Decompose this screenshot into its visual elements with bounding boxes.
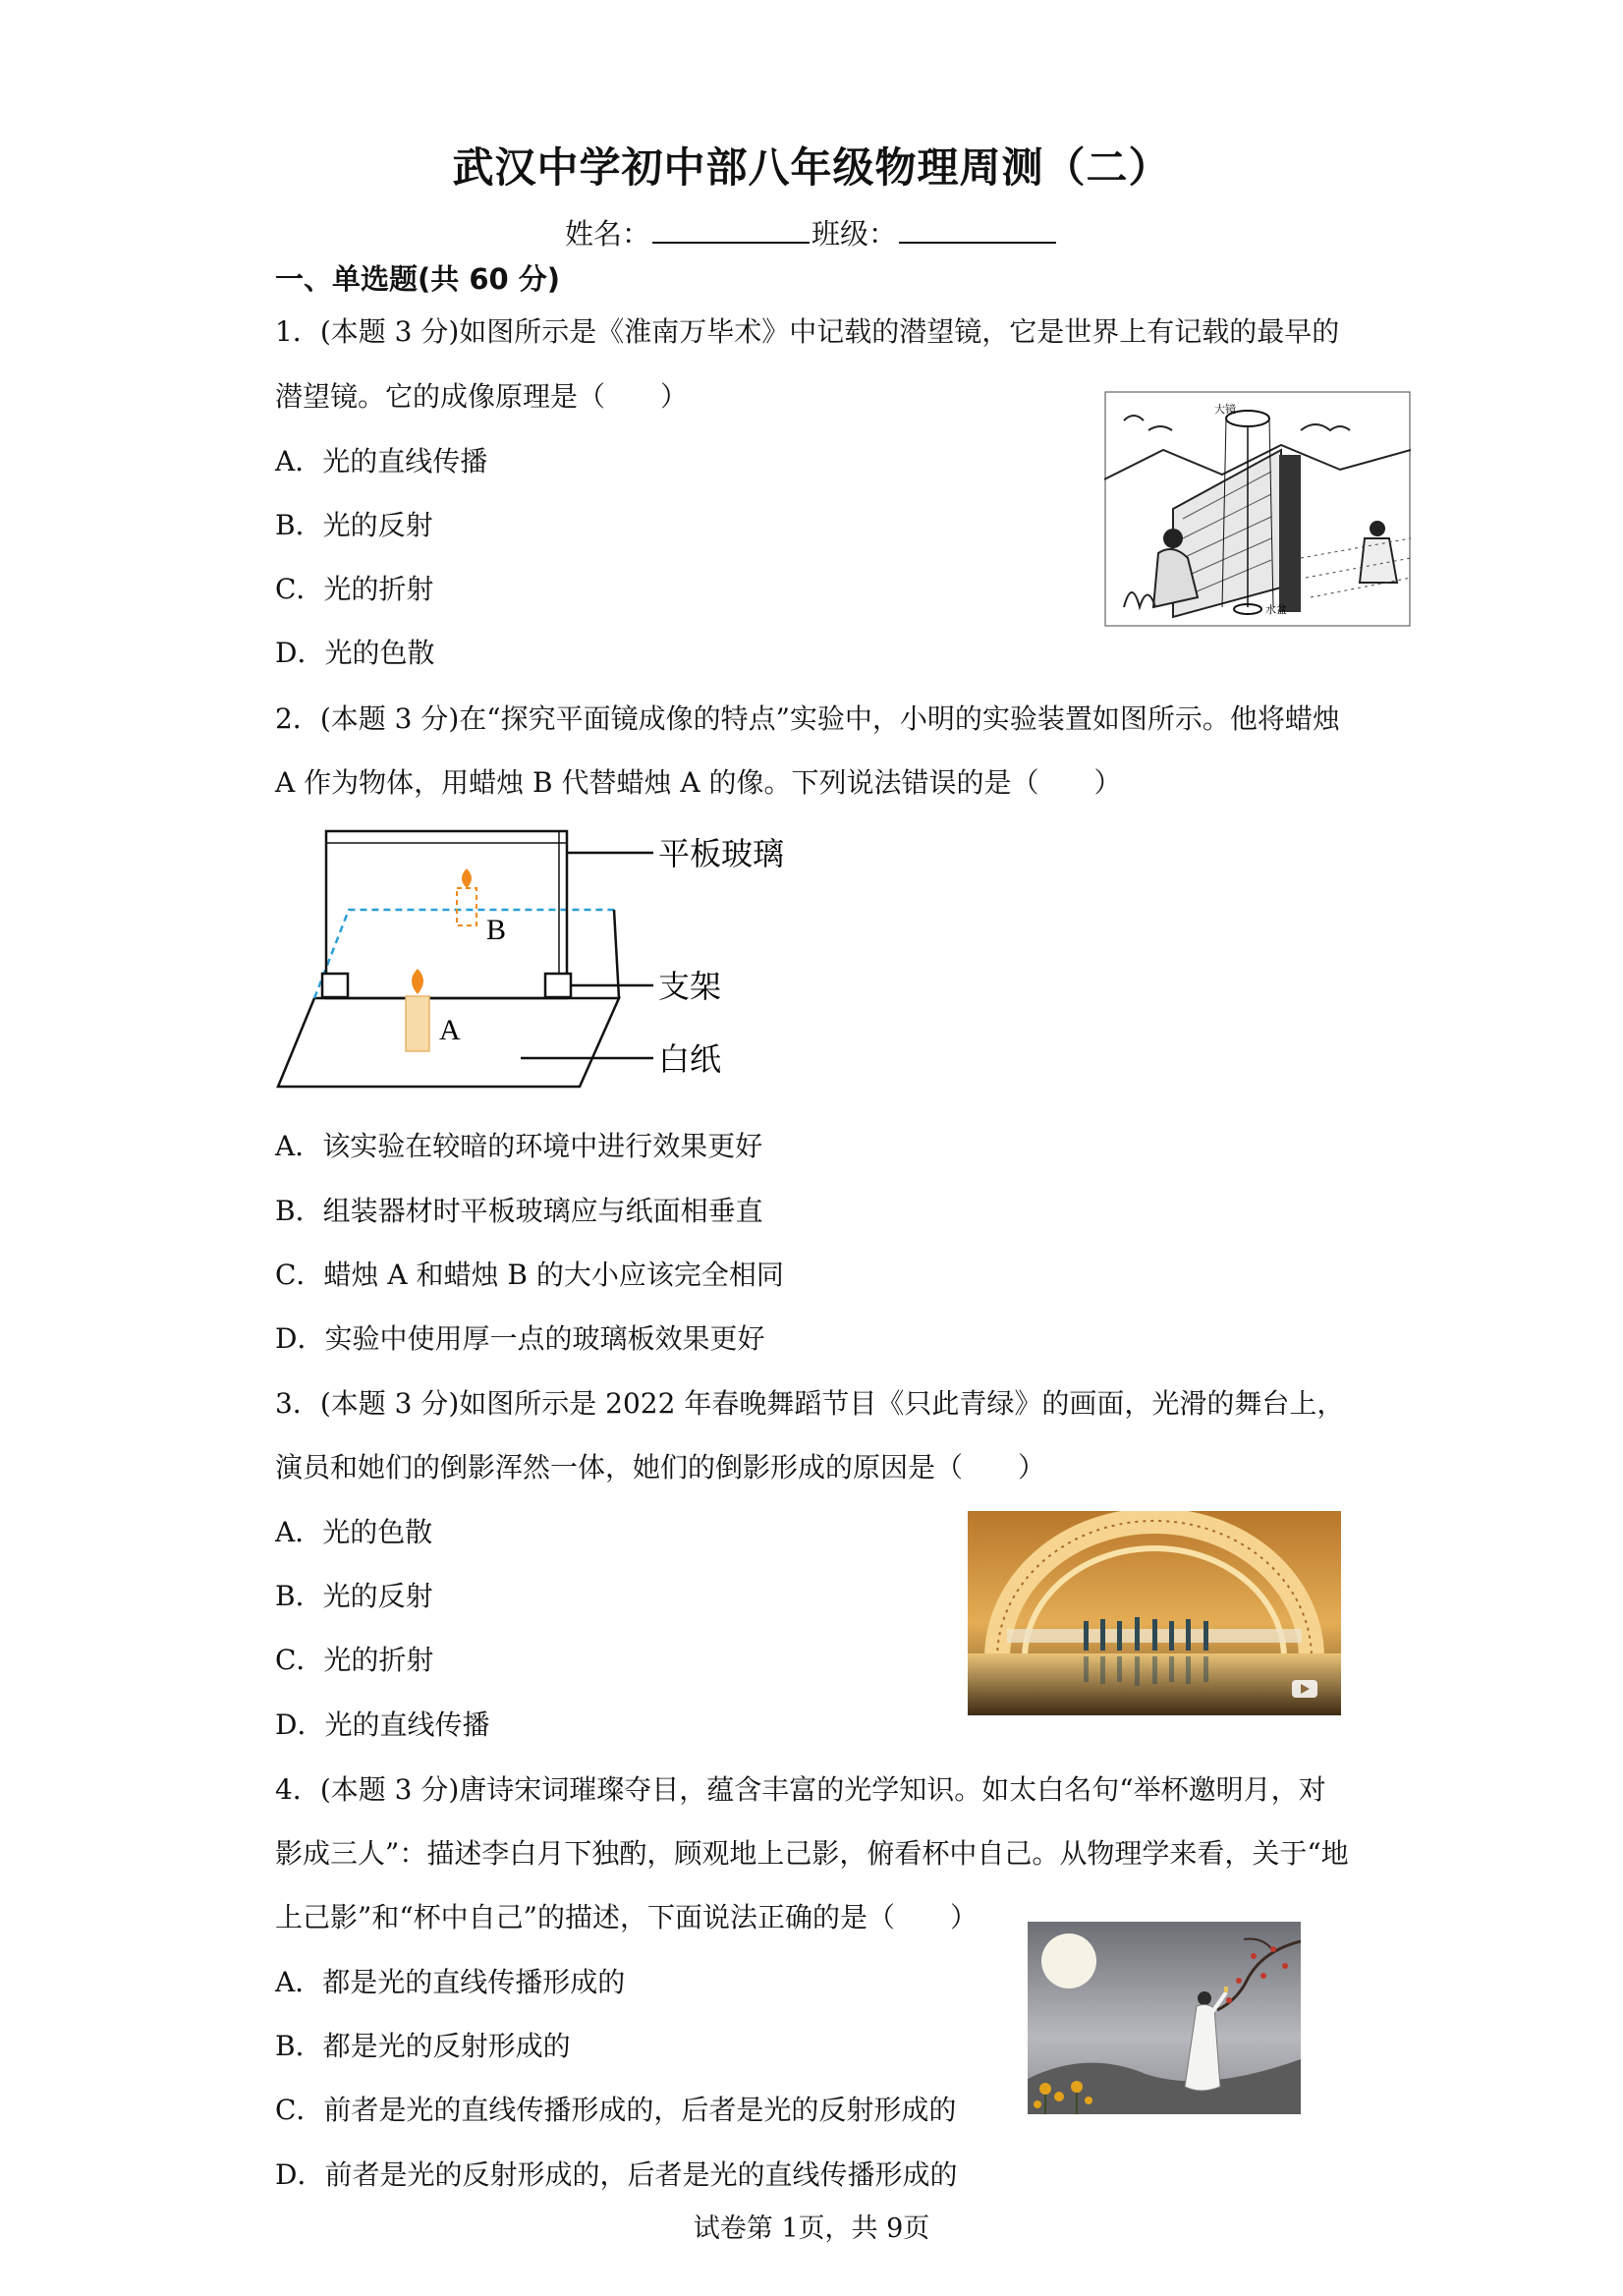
candle-b-label: B [486, 914, 507, 946]
candle-a-flame [412, 969, 423, 994]
periscope-big-mirror-label: 大镜 [1214, 404, 1236, 416]
q1-option-a: A．光的直线传播 [275, 445, 488, 477]
q2-option-c: C．蜡烛 A 和蜡烛 B 的大小应该完全相同 [275, 1259, 784, 1291]
stage-dance-photo [968, 1511, 1341, 1715]
periscope-illustration [1104, 391, 1411, 627]
name-field[interactable] [652, 216, 810, 244]
candle-a-shape [406, 996, 429, 1051]
white-paper-label: 白纸 [658, 1040, 722, 1078]
q4-option-b: B．都是光的反射形成的 [275, 2030, 571, 2062]
q3-stem-line1: 3．(本题 3 分)如图所示是 2022 年春晚舞蹈节目《只此青绿》的画面，光滑的舞台上， [275, 1387, 1345, 1420]
q2-stem-line1: 2．(本题 3 分)在“探究平面镜成像的特点”实验中，小明的实验装置如图所示。他将蜡烛 [275, 702, 1340, 735]
class-field[interactable] [899, 216, 1056, 244]
name-class-line [0, 212, 1623, 252]
left-stand-shape [322, 974, 348, 997]
q2-option-d: D．实验中使用厚一点的玻璃板效果更好 [275, 1322, 765, 1355]
q4-stem-line1: 4．(本题 3 分)唐诗宋词璀璨夺目，蕴含丰富的光学知识。如太白名句“举杯邀明月，对 [275, 1773, 1326, 1806]
q3-option-b: B．光的反射 [275, 1580, 433, 1612]
q4-stem-line2: 影成三人”：描述李白月下独酌，顾观地上己影，俯看杯中自己。从物理学来看，关于“地 [275, 1837, 1349, 1870]
q1-stem-line1: 1．(本题 3 分)如图所示是《淮南万毕术》中记载的潜望镜，它是世界上有记载的最早的 [275, 315, 1340, 348]
candle-a-label: A [439, 1014, 461, 1046]
class-label: 班级： [812, 217, 898, 251]
q4-option-d: D．前者是光的反射形成的，后者是光的直线传播形成的 [275, 2158, 958, 2191]
glass-plate-shape [326, 831, 567, 998]
q1-stem-line2: 潜望镜。它的成像原理是（ ） [275, 380, 689, 413]
q4-option-c: C．前者是光的直线传播形成的，后者是光的反射形成的 [275, 2094, 957, 2126]
q4-option-a: A．都是光的直线传播形成的 [275, 1966, 626, 1998]
right-stand-shape [545, 974, 571, 997]
page-footer: 试卷第 1页，共 9页 [693, 2213, 930, 2244]
q3-option-d: D．光的直线传播 [275, 1708, 490, 1741]
glass-plate-label: 平板玻璃 [658, 835, 785, 872]
plane-mirror-apparatus-diagram [275, 821, 806, 1096]
periscope-basin-label: 水盆 [1265, 604, 1287, 616]
q3-option-c: C．光的折射 [275, 1644, 434, 1676]
q1-option-c: C．光的折射 [275, 573, 434, 605]
name-label: 姓名： [564, 217, 650, 251]
page-title: 武汉中学初中部八年级物理周测（二） [452, 143, 1171, 192]
stand-label: 支架 [658, 968, 722, 1005]
q3-stem-line2: 演员和她们的倒影浑然一体，她们的倒影形成的原因是（ ） [275, 1451, 1046, 1484]
moonlit-poet-illustration [1028, 1922, 1301, 2114]
q2-option-a: A．该实验在较暗的环境中进行效果更好 [275, 1130, 763, 1162]
q2-option-b: B．组装器材时平板玻璃应与纸面相垂直 [275, 1195, 763, 1227]
candle-b-flame [462, 868, 472, 888]
q1-option-d: D．光的色散 [275, 637, 435, 669]
candle-b-shape [457, 888, 476, 925]
q2-stem-line2: A 作为物体，用蜡烛 B 代替蜡烛 A 的像。下列说法错误的是（ ） [275, 766, 1122, 799]
q3-option-a: A．光的色散 [275, 1516, 433, 1548]
q4-stem-line3: 上己影”和“杯中自己”的描述，下面说法正确的是（ ） [275, 1901, 978, 1933]
section-heading: 一、单选题(共 60 分) [275, 262, 561, 296]
q1-option-b: B．光的反射 [275, 509, 433, 541]
